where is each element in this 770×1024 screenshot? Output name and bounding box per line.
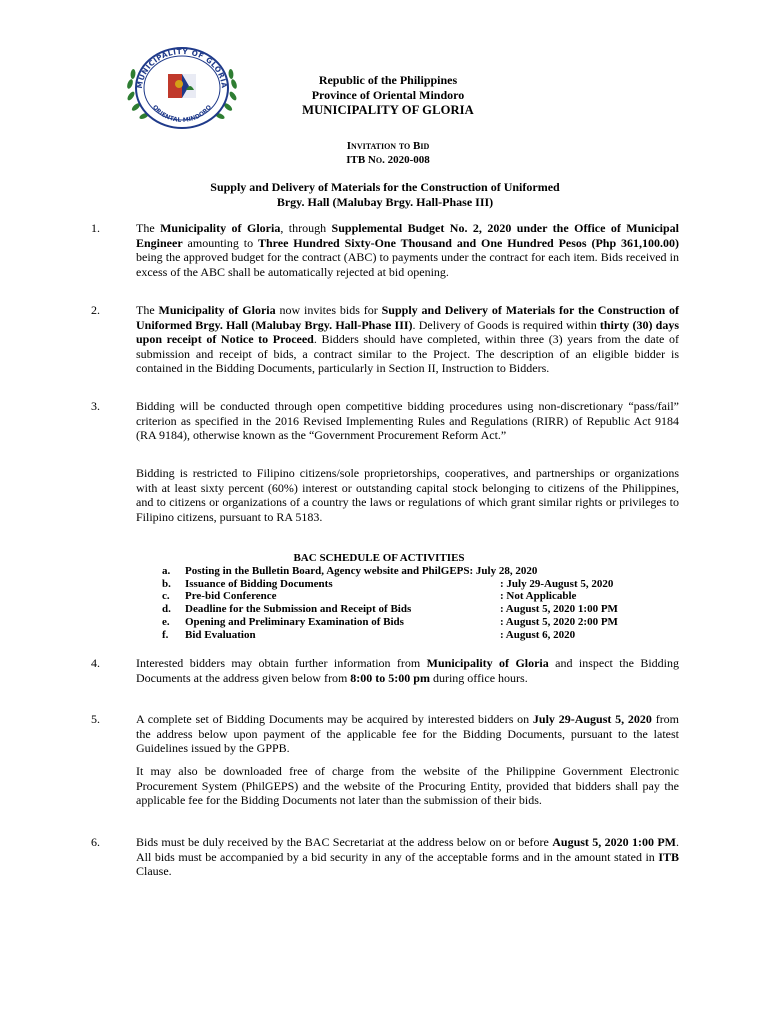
schedule-row xyxy=(162,578,662,591)
seal-emblem xyxy=(168,74,196,98)
itb-number: ITB No. 2020-008 xyxy=(346,154,430,166)
schedule-row-date: : August 5, 2020 2:00 PM xyxy=(500,615,618,628)
header-country: Republic of the Philippines xyxy=(318,73,458,87)
schedule-row xyxy=(162,565,662,578)
paragraph-text: The Municipality of Gloria, through Supplemental Budget No. 2, 2020 under the Office of Municipal Engineer amounting to Three Hundred Sixty-One Thousand and One Hundred Pesos (Php 361,100.00) being the approved budget for the contract (ABC) to payments under the contract for each item. Bids received in excess of the ABC shall be automatically rejected at bid opening. xyxy=(136,221,679,279)
paragraph-text: A complete set of Bidding Documents may be acquired by interested bidders on July 29-August 5, 2020 from the address below upon payment of the applicable fee for the Bidding Documents, pursuant to the latest Guidelines issued by the GPPB. xyxy=(136,712,680,755)
schedule-row xyxy=(162,603,662,616)
municipal-seal xyxy=(118,44,246,134)
project-title xyxy=(150,180,620,210)
paragraph-number: 4. xyxy=(91,656,100,670)
schedule-row-letter: b. xyxy=(162,577,171,590)
letterhead xyxy=(250,73,526,118)
schedule-row xyxy=(162,590,662,603)
project-title-line2: Brgy. Hall (Malubay Brgy. Hall-Phase III) xyxy=(276,195,494,209)
schedule-row xyxy=(162,616,662,629)
paragraph-text: It may also be downloaded free of charge from the website of the Philippine Government Electronic Procurement System (PhilGEPS) and the website of the Procuring Entity, provided that bidders shall pay the applicable fee for the Bidding Documents not later than the submission of their bids. xyxy=(136,764,679,807)
paragraph-number: 6. xyxy=(91,835,100,849)
paragraph-text: Bidding will be conducted through open competitive bidding procedures using non-discretionary “pass/fail” criterion as specified in the 2016 Revised Implementing Rules and Regulations (RIRR) of Republic Act 9184 (RA 9184), otherwise known as the “Government Procurement Reform Act.” xyxy=(136,399,679,442)
schedule-row-letter: c. xyxy=(162,590,170,603)
bac-schedule xyxy=(162,552,662,642)
schedule-row xyxy=(162,629,662,642)
seal-bottom-text: ORIENTAL MINDORO xyxy=(150,103,214,124)
schedule-row-date: : July 29-August 5, 2020 xyxy=(500,577,614,590)
schedule-row-letter: f. xyxy=(162,628,169,641)
schedule-title: BAC SCHEDULE OF ACTIVITIES xyxy=(293,552,465,564)
schedule-row-activity: Opening and Preliminary Examination of Bids xyxy=(185,615,404,628)
schedule-row-activity: Posting in the Bulletin Board, Agency website and PhilGEPS: July 28, 2020 xyxy=(185,564,538,577)
schedule-row-activity: Deadline for the Submission and Receipt of Bids xyxy=(185,603,412,616)
header-municipality: MUNICIPALITY OF GLORIA xyxy=(302,103,474,117)
seal-ring-text: MUNICIPALITY OF GLORIA xyxy=(134,46,230,90)
schedule-row-letter: e. xyxy=(162,615,170,628)
schedule-row-letter: a. xyxy=(162,564,171,577)
paragraph-number: 5. xyxy=(91,712,100,726)
schedule-row-date: : Not Applicable xyxy=(500,590,577,603)
paragraph-number: 2. xyxy=(91,303,100,317)
schedule-row-date: : August 5, 2020 1:00 PM xyxy=(500,603,618,616)
schedule-row-date: : August 6, 2020 xyxy=(500,628,576,641)
schedule-rows xyxy=(162,565,662,642)
paragraph-text: Bidding is restricted to Filipino citizens/sole proprietorships, cooperatives, and partnerships or organizations with at least sixty percent (60%) interest or outstanding capital stock belonging to citizens of the Philippines, and to citizens or organizations of a country the laws or regulations of which grant similar rights or privileges to Filipino citizens, pursuant to RA 5183. xyxy=(136,466,679,524)
itb-heading xyxy=(250,139,526,167)
paragraph-number: 3. xyxy=(91,399,100,413)
paragraph-text: Interested bidders may obtain further information from Municipality of Gloria and inspect the Bidding Documents at the address given below from 8:00 to 5:00 pm during office hours. xyxy=(136,656,679,685)
paragraph-text: Bids must be duly received by the BAC Secretariat at the address below on or before August 5, 2020 1:00 PM. All bids must be accompanied by a bid security in any of the acceptable forms and in the amount stated in ITB Clause. xyxy=(136,835,679,878)
project-title-line1: Supply and Delivery of Materials for the Construction of Uniformed xyxy=(210,180,560,194)
header-province: Province of Oriental Mindoro xyxy=(311,88,465,102)
paragraph-number: 1. xyxy=(91,221,100,235)
paragraph-text: The Municipality of Gloria now invites bids for Supply and Delivery of Materials for the Construction of Uniformed Brgy. Hall (Malubay Brgy. Hall-Phase III). Delivery of Goods is required within thirty (30) days upon receipt of Notice to Proceed. Bidders should have completed, within three (3) years from the date of submission and receipt of bids, a contract similar to the Project. The description of an eligible bidder is contained in the Bidding Documents, particularly in Section II, Instruction to Bidders. xyxy=(136,303,680,375)
schedule-row-activity: Issuance of Bidding Documents xyxy=(185,577,333,590)
itb-title: Invitation to Bid xyxy=(346,140,430,152)
schedule-row-activity: Pre-bid Conference xyxy=(185,590,277,603)
schedule-row-letter: d. xyxy=(162,603,171,616)
schedule-row-activity: Bid Evaluation xyxy=(185,628,256,641)
